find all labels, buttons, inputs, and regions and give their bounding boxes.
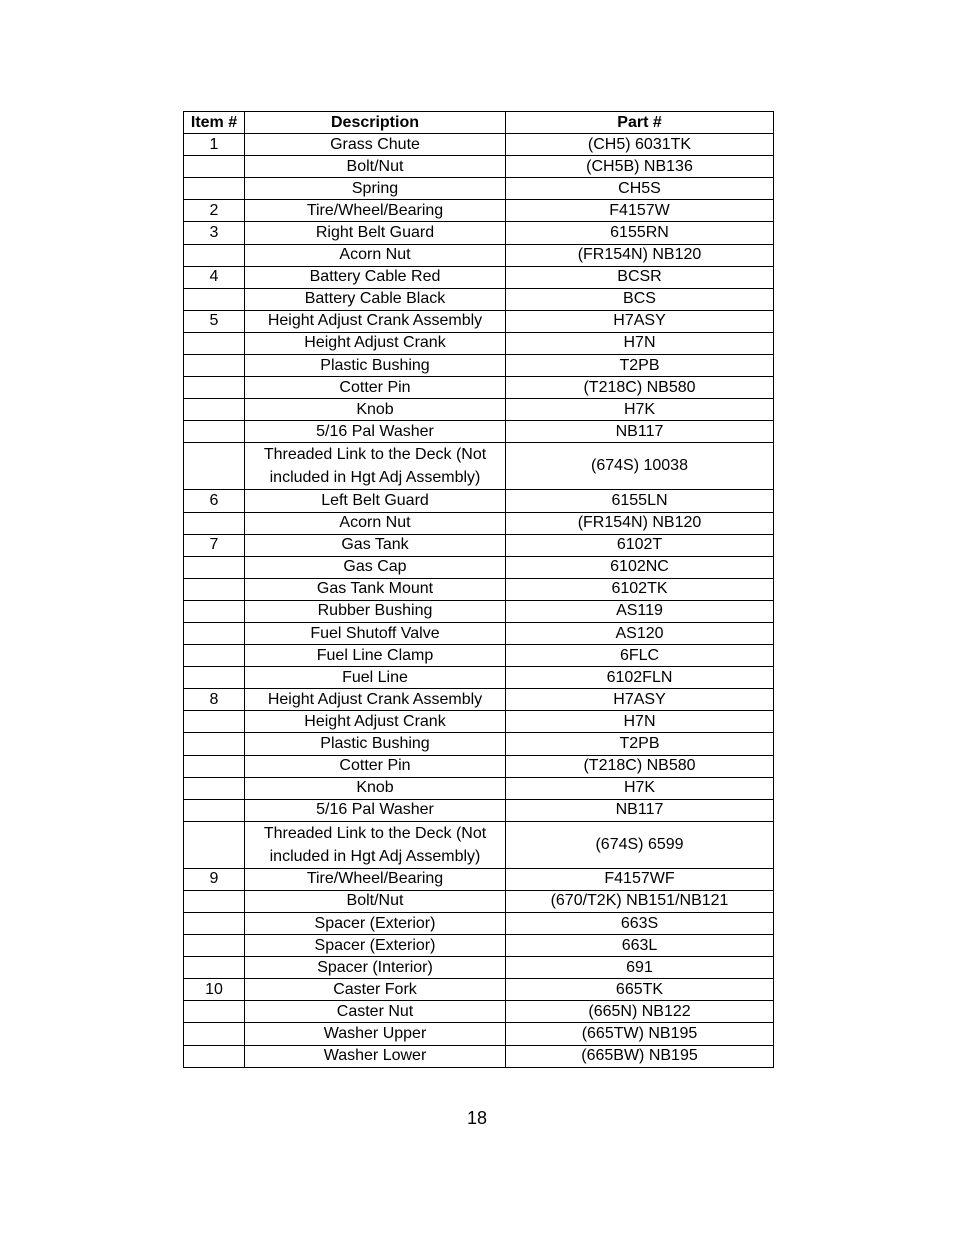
cell-description: Fuel Line xyxy=(245,667,506,689)
cell-item-number xyxy=(184,178,245,200)
cell-item-number xyxy=(184,399,245,421)
table-row xyxy=(184,979,774,1001)
cell-part-number: H7ASY xyxy=(506,689,774,711)
cell-item-number xyxy=(184,421,245,443)
cell-description: Acorn Nut xyxy=(245,512,506,534)
table-row xyxy=(184,755,774,777)
table-row xyxy=(184,600,774,622)
table-row xyxy=(184,534,774,556)
cell-part-number: 663S xyxy=(506,913,774,935)
cell-part-number: BCS xyxy=(506,288,774,310)
cell-part-number: (T218C) NB580 xyxy=(506,755,774,777)
cell-description: Cotter Pin xyxy=(245,755,506,777)
cell-item-number xyxy=(184,821,245,868)
cell-part-number: CH5S xyxy=(506,178,774,200)
cell-item-number xyxy=(184,512,245,534)
cell-part-number: T2PB xyxy=(506,355,774,377)
table-row xyxy=(184,156,774,178)
cell-description: Caster Fork xyxy=(245,979,506,1001)
cell-description: Spacer (Exterior) xyxy=(245,935,506,957)
cell-description: Battery Cable Black xyxy=(245,288,506,310)
table-row xyxy=(184,645,774,667)
cell-part-number: (FR154N) NB120 xyxy=(506,244,774,266)
cell-part-number: (670/T2K) NB151/NB121 xyxy=(506,890,774,912)
cell-description: Spring xyxy=(245,178,506,200)
cell-description: 5/16 Pal Washer xyxy=(245,421,506,443)
cell-part-number: (665N) NB122 xyxy=(506,1001,774,1023)
cell-description: Washer Lower xyxy=(245,1045,506,1067)
cell-part-number: (674S) 10038 xyxy=(506,443,774,490)
table-row xyxy=(184,913,774,935)
cell-description: Cotter Pin xyxy=(245,377,506,399)
cell-description: Plastic Bushing xyxy=(245,733,506,755)
table-row xyxy=(184,1001,774,1023)
cell-part-number: H7ASY xyxy=(506,310,774,332)
cell-description: Washer Upper xyxy=(245,1023,506,1045)
table-row xyxy=(184,689,774,711)
cell-description: Tire/Wheel/Bearing xyxy=(245,200,506,222)
cell-description: Spacer (Interior) xyxy=(245,957,506,979)
cell-description: Plastic Bushing xyxy=(245,355,506,377)
table-row xyxy=(184,1045,774,1067)
cell-description: Spacer (Exterior) xyxy=(245,913,506,935)
cell-item-number xyxy=(184,799,245,821)
cell-description: Knob xyxy=(245,399,506,421)
cell-item-number: 6 xyxy=(184,490,245,512)
cell-description: Height Adjust Crank xyxy=(245,332,506,354)
table-row xyxy=(184,443,774,490)
cell-item-number: 1 xyxy=(184,134,245,156)
cell-part-number: H7K xyxy=(506,777,774,799)
cell-item-number xyxy=(184,244,245,266)
cell-item-number xyxy=(184,443,245,490)
table-header-row xyxy=(184,112,774,134)
cell-item-number xyxy=(184,645,245,667)
cell-part-number: (T218C) NB580 xyxy=(506,377,774,399)
cell-part-number: (CH5) 6031TK xyxy=(506,134,774,156)
cell-item-number xyxy=(184,578,245,600)
cell-item-number xyxy=(184,288,245,310)
table-row xyxy=(184,266,774,288)
cell-description: Gas Cap xyxy=(245,556,506,578)
table-row xyxy=(184,868,774,890)
table-row xyxy=(184,711,774,733)
cell-part-number: T2PB xyxy=(506,733,774,755)
cell-description: Rubber Bushing xyxy=(245,600,506,622)
cell-part-number: F4157WF xyxy=(506,868,774,890)
cell-part-number: (665BW) NB195 xyxy=(506,1045,774,1067)
page-number: 18 xyxy=(466,1108,488,1128)
parts-table xyxy=(183,111,774,1068)
table-row xyxy=(184,733,774,755)
table-row xyxy=(184,799,774,821)
cell-part-number: (FR154N) NB120 xyxy=(506,512,774,534)
column-header-part-number: Part # xyxy=(506,112,774,134)
cell-item-number xyxy=(184,935,245,957)
table-row xyxy=(184,957,774,979)
cell-part-number: H7N xyxy=(506,711,774,733)
cell-description: Fuel Line Clamp xyxy=(245,645,506,667)
cell-part-number: NB117 xyxy=(506,421,774,443)
table-body xyxy=(184,134,774,1068)
cell-description: Gas Tank Mount xyxy=(245,578,506,600)
cell-part-number: AS120 xyxy=(506,622,774,644)
cell-item-number xyxy=(184,1023,245,1045)
cell-part-number: 6155LN xyxy=(506,490,774,512)
cell-item-number xyxy=(184,1001,245,1023)
cell-item-number: 5 xyxy=(184,310,245,332)
cell-part-number: (CH5B) NB136 xyxy=(506,156,774,178)
cell-description: Fuel Shutoff Valve xyxy=(245,622,506,644)
table-row xyxy=(184,512,774,534)
table-row xyxy=(184,890,774,912)
cell-description: Threaded Link to the Deck (Not included in Hgt Adj Assembly) xyxy=(245,821,506,868)
table-row xyxy=(184,622,774,644)
cell-item-number: 3 xyxy=(184,222,245,244)
cell-part-number: BCSR xyxy=(506,266,774,288)
cell-part-number: H7K xyxy=(506,399,774,421)
cell-part-number: NB117 xyxy=(506,799,774,821)
table-row xyxy=(184,134,774,156)
cell-description: Acorn Nut xyxy=(245,244,506,266)
cell-part-number: 665TK xyxy=(506,979,774,1001)
table-row xyxy=(184,244,774,266)
table-row xyxy=(184,935,774,957)
table-row xyxy=(184,556,774,578)
table-row xyxy=(184,821,774,868)
cell-item-number xyxy=(184,711,245,733)
cell-description: Height Adjust Crank xyxy=(245,711,506,733)
table-row xyxy=(184,332,774,354)
cell-part-number: 6102T xyxy=(506,534,774,556)
cell-item-number: 2 xyxy=(184,200,245,222)
cell-part-number: 6FLC xyxy=(506,645,774,667)
cell-item-number xyxy=(184,1045,245,1067)
table-row xyxy=(184,490,774,512)
table-row xyxy=(184,1023,774,1045)
cell-item-number xyxy=(184,600,245,622)
cell-description: Left Belt Guard xyxy=(245,490,506,512)
cell-description: Height Adjust Crank Assembly xyxy=(245,689,506,711)
cell-part-number: 6102FLN xyxy=(506,667,774,689)
cell-item-number: 10 xyxy=(184,979,245,1001)
cell-part-number: (674S) 6599 xyxy=(506,821,774,868)
cell-item-number xyxy=(184,755,245,777)
cell-part-number: F4157W xyxy=(506,200,774,222)
cell-item-number: 8 xyxy=(184,689,245,711)
cell-item-number xyxy=(184,556,245,578)
table-row xyxy=(184,310,774,332)
cell-item-number: 9 xyxy=(184,868,245,890)
cell-description: Knob xyxy=(245,777,506,799)
cell-item-number xyxy=(184,667,245,689)
table-row xyxy=(184,421,774,443)
cell-item-number xyxy=(184,355,245,377)
cell-description: Bolt/Nut xyxy=(245,890,506,912)
column-header-description: Description xyxy=(245,112,506,134)
cell-description: Caster Nut xyxy=(245,1001,506,1023)
cell-item-number xyxy=(184,156,245,178)
cell-item-number: 7 xyxy=(184,534,245,556)
cell-part-number: 6102TK xyxy=(506,578,774,600)
cell-item-number xyxy=(184,913,245,935)
cell-description: Battery Cable Red xyxy=(245,266,506,288)
cell-description: Height Adjust Crank Assembly xyxy=(245,310,506,332)
table-row xyxy=(184,399,774,421)
table-row xyxy=(184,178,774,200)
cell-part-number: (665TW) NB195 xyxy=(506,1023,774,1045)
column-header-item: Item # xyxy=(184,112,245,134)
cell-part-number: 6155RN xyxy=(506,222,774,244)
cell-part-number: 691 xyxy=(506,957,774,979)
table-row xyxy=(184,377,774,399)
cell-description: Threaded Link to the Deck (Not included in Hgt Adj Assembly) xyxy=(245,443,506,490)
table-row xyxy=(184,222,774,244)
cell-description: 5/16 Pal Washer xyxy=(245,799,506,821)
cell-part-number: 663L xyxy=(506,935,774,957)
cell-part-number: AS119 xyxy=(506,600,774,622)
cell-item-number xyxy=(184,622,245,644)
cell-description: Gas Tank xyxy=(245,534,506,556)
table-row xyxy=(184,200,774,222)
table-row xyxy=(184,777,774,799)
cell-item-number xyxy=(184,377,245,399)
cell-item-number xyxy=(184,890,245,912)
table-row xyxy=(184,667,774,689)
cell-description: Bolt/Nut xyxy=(245,156,506,178)
table-row xyxy=(184,355,774,377)
cell-part-number: 6102NC xyxy=(506,556,774,578)
cell-description: Right Belt Guard xyxy=(245,222,506,244)
cell-item-number xyxy=(184,733,245,755)
cell-item-number xyxy=(184,777,245,799)
cell-description: Grass Chute xyxy=(245,134,506,156)
cell-description: Tire/Wheel/Bearing xyxy=(245,868,506,890)
table-row xyxy=(184,288,774,310)
cell-part-number: H7N xyxy=(506,332,774,354)
table-row xyxy=(184,578,774,600)
cell-item-number xyxy=(184,332,245,354)
cell-item-number xyxy=(184,957,245,979)
cell-item-number: 4 xyxy=(184,266,245,288)
